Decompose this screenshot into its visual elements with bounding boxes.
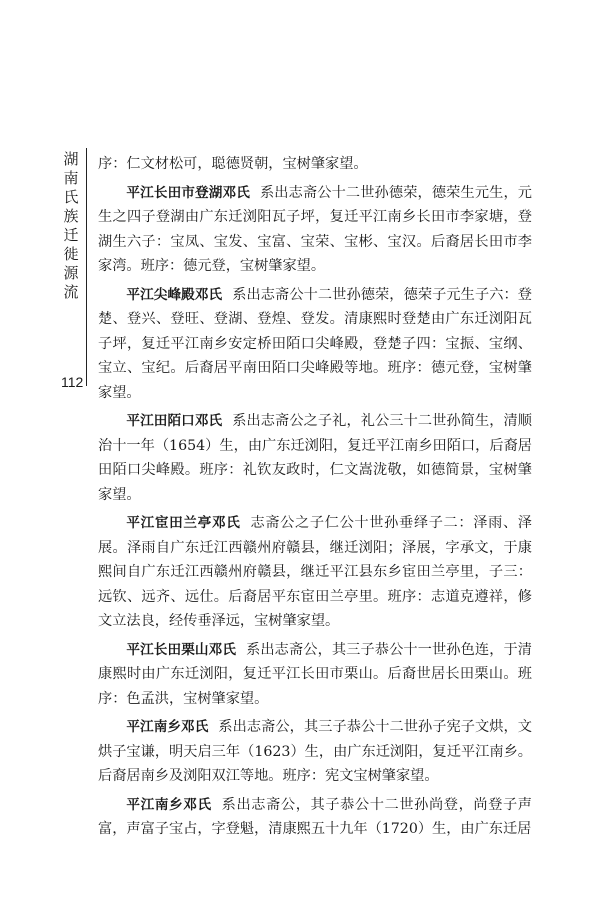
paragraph (98, 793, 532, 842)
paragraph (98, 283, 532, 406)
clan-heading: 平江长田栗山邓氏 (126, 641, 237, 658)
running-title: 湖南氏族迁徙源流 (63, 150, 79, 301)
page-number: 112 (61, 374, 84, 390)
clan-heading: 平江宦田兰亭邓氏 (126, 515, 241, 531)
paragraph (98, 511, 532, 634)
paragraph (98, 715, 532, 789)
paragraph-text: 序：仁文材松可，聪德贤朝，宝树肇家望。 (98, 156, 368, 172)
paragraph (98, 152, 532, 177)
clan-heading: 平江长田市登湖邓氏 (126, 184, 250, 201)
paragraph-text: 系出志斋公之子礼，礼公三十二世孙简生，清顺治十一年（1654）生，由广东迁浏阳，复迁平江南乡田陌口，后裔居田陌口尖峰殿。班序：礼钦友政时，仁文嵩泷敬，如德简景，宝树肇家望。 (98, 413, 532, 503)
paragraph-text: 系出志斋公，其三子恭公十一世孙色连，于清康熙时由广东迁浏阳，复迁平江长田市栗山。后裔世居长田栗山。班序：色孟洪，宝树肇家望。 (98, 641, 532, 707)
paragraph-text: 系出志斋公十二世孙德荣，德荣子元生子六：登楚、登兴、登旺、登湖、登煌、登发。清康熙时登楚由广东迁浏阳瓦子坪，复迁平江南乡安定桥田陌口尖峰殿，登楚子四：宝振、宝纲、宝立、宝纪。后裔居平南田陌口尖峰殿等地。班序：德元登，宝树肇家望。 (98, 286, 532, 401)
paragraph (98, 638, 532, 712)
paragraph (98, 409, 532, 507)
paragraph-text: 志斋公之子仁公十世孙垂绎子二：泽雨、泽展。泽雨自广东迁江西赣州府赣县，继迁浏阳；泽展，字承文，于康熙间自广东迁江西赣州府赣县，继迁平江县东乡宦田兰亭里，子三：远钦、远齐、远仕。后裔居平东宦田兰亭里。班序：志道克遵祥，修文立法良，经传垂泽远，宝树肇家望。 (98, 515, 532, 629)
clan-heading: 平江南乡邓氏 (126, 719, 209, 735)
paragraph (98, 181, 532, 279)
body-text (98, 152, 532, 846)
clan-heading: 平江南乡邓氏 (126, 796, 212, 813)
paragraph-text: 系出志斋公十二世孙德荣，德荣生元生，元生之四子登湖由广东迁浏阳瓦子坪，复迁平江南乡长田市李家塘，登湖生六子：宝凤、宝发、宝富、宝荣、宝彬、宝汉。后裔居长田市李家湾。班序：德元登，宝树肇家望。 (98, 184, 532, 274)
clan-heading: 平江尖峰殿邓氏 (126, 286, 223, 303)
margin-rule (86, 148, 87, 386)
clan-heading: 平江田陌口邓氏 (126, 413, 223, 429)
paragraph-text: 系出志斋公，其子恭公十二世孙尚登，尚登子声富，声富子宝占，字登魁，清康熙五十九年（1720）生，由广东迁居 (98, 796, 532, 837)
paragraph-text: 系出志斋公，其三子恭公十二世孙子宪子文烘，文烘子宝谦，明天启三年（1623）生，由广东迁浏阳，复迁平江南乡。后裔居南乡及浏阳双江等地。班序：宪文宝树肇家望。 (98, 719, 533, 784)
